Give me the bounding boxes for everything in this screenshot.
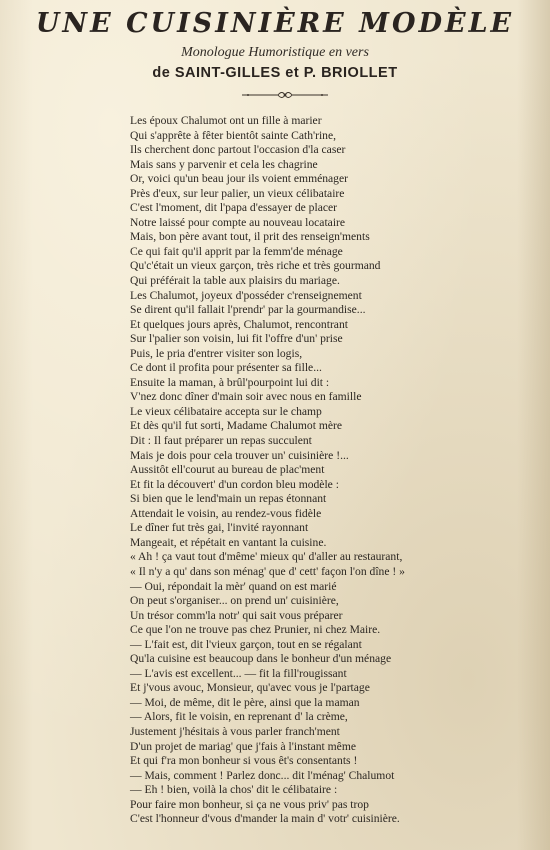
poem-line: C'est l'honneur d'vous d'mander la main d' votr' cuisinière. — [130, 812, 400, 826]
poem-line: Les Chalumot, joyeux d'posséder c'renseignement — [130, 288, 362, 302]
poem-line: Et quelques jours après, Chalumot, rencontrant — [130, 317, 348, 331]
poem-line: Mais je dois pour cela trouver un' cuisinière !... — [130, 448, 349, 462]
poem-line: D'un projet de mariag' que j'fais à l'instant même — [130, 739, 356, 753]
authors-line: de SAINT-GILLES et P. BRIOLLET — [152, 65, 398, 81]
poem-line: Et qui f'ra mon bonheur si vous êt's consentants ! — [130, 754, 358, 768]
poem-line: — Alors, fit le voisin, en reprenant d' la crème, — [130, 710, 348, 724]
poem-line: Près d'eux, sur leur palier, un vieux célibataire — [130, 186, 345, 200]
page-title: UNE CUISINIÈRE MODÈLE — [35, 8, 515, 39]
poem-line: Sur l'palier son voisin, lui fit l'offre d'un' prise — [130, 332, 343, 346]
poem-line: Le vieux célibataire accepta sur le champ — [130, 404, 322, 418]
poem-line: « Il n'y a qu' dans son ménag' que d' cett' façon l'on dîne ! » — [130, 564, 405, 578]
poem-line: Se dirent qu'il fallait l'prendr' par la gourmandise... — [130, 303, 366, 317]
poem-line: Un trésor comm'la notr' qui sait vous préparer — [130, 608, 343, 622]
poem-line: Pour faire mon bonheur, si ça ne vous priv' pas trop — [130, 797, 369, 811]
poem-line: Le dîner fut très gai, l'invité rayonnant — [130, 521, 309, 535]
poem-line: Or, voici qu'un beau jour ils voient emménager — [130, 172, 348, 186]
subtitle: Monologue Humoristique en vers — [181, 45, 369, 60]
poem-line: — L'fait est, dit l'vieux garçon, tout en se régalant — [130, 637, 362, 651]
poem-line: — Oui, répondait la mèr' quand on est marié — [130, 579, 337, 593]
poem-line: Les époux Chalumot ont un fille à marier — [130, 114, 322, 127]
poem-body — [130, 114, 540, 827]
poem-line: Et fit la découvert' d'un cordon bleu modèle : — [130, 477, 339, 491]
poem-line: Attendait le voisin, au rendez-vous fidèle — [130, 506, 322, 520]
poem-line: Mais sans y parvenir et cela les chagrine — [130, 157, 318, 171]
poem-line: Ce que l'on ne trouve pas chez Prunier, ni chez Maire. — [130, 623, 381, 637]
poem-line: Qu'c'était un vieux garçon, très riche et très gourmand — [130, 259, 381, 273]
poem-line: — Moi, de même, dit le père, ainsi que la maman — [130, 695, 360, 709]
poem-line: Mais, bon père avant tout, il prit des renseign'ments — [130, 230, 370, 244]
poem-line: — Mais, comment ! Parlez donc... dit l'ménag' Chalumot — [130, 768, 395, 782]
poem-line: Mangeait, et répétait en vantant la cuisine. — [130, 535, 327, 549]
poem-line: C'est l'moment, dit l'papa d'essayer de placer — [130, 201, 337, 215]
poem-line: Ce qui fait qu'il apprit par la femm'de ménage — [130, 244, 343, 258]
poem-line: « Ah ! ça vaut tout d'même' mieux qu' d'aller au restaurant, — [130, 550, 403, 564]
poem-line: Qui s'apprête à fêter bientôt sainte Cath'rine, — [130, 128, 337, 142]
poem-line: Justement j'hésitais à vous parler franch'ment — [130, 724, 340, 738]
poem-line: Aussitôt ell'courut au bureau de plac'ment — [130, 463, 325, 477]
poem-line: Ensuite la maman, à brûl'pourpoint lui dit : — [130, 375, 330, 389]
poem-line: On peut s'organiser... on prend un' cuisinière, — [130, 594, 339, 608]
poem-line: Si bien que le lend'main un repas étonnant — [130, 492, 327, 506]
poem-line: Ce dont il profita pour présenter sa fille... — [130, 361, 322, 375]
poem-line: — Eh ! bien, voilà la chos' dit le célibataire : — [130, 783, 338, 797]
poem-line: — L'avis est excellent... — fit la fill'rougissant — [130, 666, 347, 680]
poem-line: Et dès qu'il fut sorti, Madame Chalumot mère — [130, 419, 343, 433]
poem-line: Ils cherchent donc partout l'occasion d'la caser — [130, 143, 346, 157]
poem-line: Qu'la cuisine est beaucoup dans le bonheur d'un ménage — [130, 652, 392, 666]
poem-line: Puis, le pria d'entrer visiter son logis, — [130, 346, 303, 360]
poem-line: Notre laissé pour compte au nouveau locataire — [130, 215, 346, 229]
poem-line: Dit : Il faut préparer un repas succulent — [130, 434, 312, 448]
ornament-divider-icon — [240, 89, 330, 101]
poem-line: V'nez donc dîner d'main soir avec nous en famille — [130, 390, 362, 404]
poem-line: Et j'vous avouc, Monsieur, qu'avec vous je l'partage — [130, 681, 370, 695]
poem-line: Qui préférait la table aux plaisirs du mariage. — [130, 274, 340, 288]
